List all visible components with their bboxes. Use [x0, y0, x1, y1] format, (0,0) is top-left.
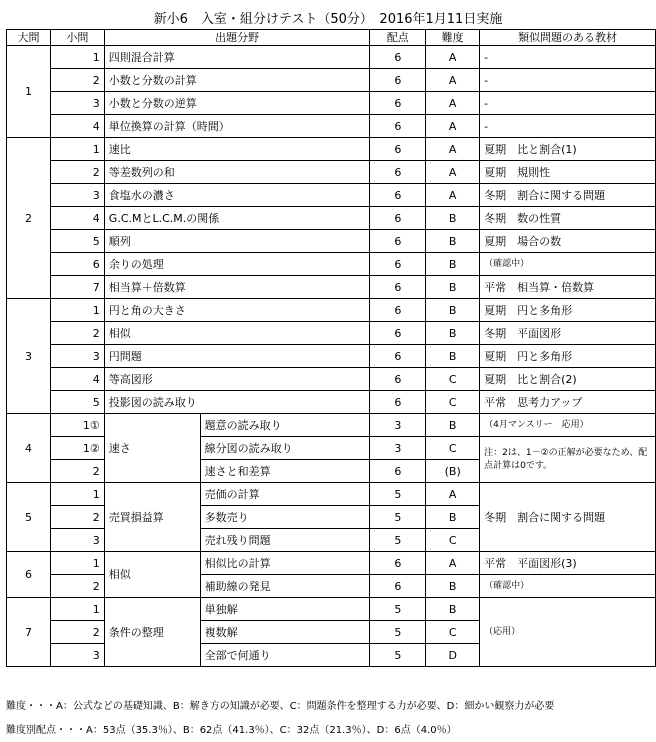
field-cell: 等差数列の和 [104, 161, 370, 184]
materials-cell: 夏期 規則性 [480, 161, 656, 184]
header-shomon: 小問 [50, 30, 104, 46]
points-cell: 3 [370, 437, 426, 460]
points-cell: 5 [370, 483, 426, 506]
points-cell: 6 [370, 138, 426, 161]
difficulty-cell: C [426, 391, 480, 414]
header-difficulty: 難度 [426, 30, 480, 46]
field-cell: 補助線の発見 [200, 575, 370, 598]
materials-cell: 夏期 円と多角形 [480, 299, 656, 322]
points-cell: 6 [370, 184, 426, 207]
field-cell: 円問題 [104, 345, 370, 368]
field-cell: 食塩水の濃さ [104, 184, 370, 207]
table-row [7, 345, 656, 368]
materials-cell: （確認中） [480, 253, 656, 276]
difficulty-cell: B [426, 299, 480, 322]
field-cell: 順列 [104, 230, 370, 253]
field-cell: 余りの処理 [104, 253, 370, 276]
shomon-cell: 7 [50, 276, 104, 299]
shomon-cell: 3 [50, 345, 104, 368]
shomon-cell: 1 [50, 138, 104, 161]
header-daimon: 大問 [7, 30, 51, 46]
difficulty-cell: D [426, 644, 480, 667]
header-materials: 類似問題のある教材 [480, 30, 656, 46]
materials-cell: 夏期 場合の数 [480, 230, 656, 253]
points-cell: 6 [370, 207, 426, 230]
points-cell: 6 [370, 276, 426, 299]
shomon-cell: 3 [50, 529, 104, 552]
materials-cell: - [480, 115, 656, 138]
field-cell: 線分図の読み取り [200, 437, 370, 460]
table-row [7, 138, 656, 161]
difficulty-cell: A [426, 552, 480, 575]
daimon-cell: 4 [7, 414, 51, 483]
points-cell: 6 [370, 161, 426, 184]
table-row [7, 552, 656, 575]
difficulty-cell: (B) [426, 460, 480, 483]
shomon-cell: 6 [50, 253, 104, 276]
daimon-cell: 6 [7, 552, 51, 598]
materials-cell: 冬期 平面図形 [480, 322, 656, 345]
materials-cell: 冬期 割合に関する問題 [480, 184, 656, 207]
exam-table [6, 29, 656, 667]
points-cell: 6 [370, 322, 426, 345]
field-cell: 相似比の計算 [200, 552, 370, 575]
topic-cell: 速さ [104, 414, 200, 483]
shomon-cell: 1② [50, 437, 104, 460]
field-cell: 速比 [104, 138, 370, 161]
daimon-cell: 3 [7, 299, 51, 414]
table-row [7, 69, 656, 92]
points-cell: 6 [370, 299, 426, 322]
difficulty-cell: A [426, 46, 480, 69]
field-cell: G.C.MとL.C.M.の関係 [104, 207, 370, 230]
field-cell: 投影図の読み取り [104, 391, 370, 414]
materials-cell: 平常 平面図形(3) [480, 552, 656, 575]
table-row [7, 414, 656, 437]
table-row [7, 115, 656, 138]
difficulty-cell: A [426, 92, 480, 115]
table-row [7, 598, 656, 621]
shomon-cell: 4 [50, 368, 104, 391]
points-cell: 6 [370, 92, 426, 115]
shomon-cell: 2 [50, 621, 104, 644]
materials-cell: - [480, 92, 656, 115]
shomon-cell: 3 [50, 644, 104, 667]
difficulty-cell: B [426, 506, 480, 529]
points-cell: 6 [370, 575, 426, 598]
difficulty-cell: A [426, 69, 480, 92]
shomon-cell: 2 [50, 161, 104, 184]
materials-cell: 冬期 数の性質 [480, 207, 656, 230]
points-cell: 6 [370, 391, 426, 414]
table-row [7, 575, 656, 598]
table-row [7, 161, 656, 184]
field-cell: 円と角の大きさ [104, 299, 370, 322]
header-field: 出題分野 [104, 30, 370, 46]
table-row [7, 253, 656, 276]
difficulty-cell: A [426, 138, 480, 161]
field-cell: 売価の計算 [200, 483, 370, 506]
materials-cell: （応用） [480, 598, 656, 667]
materials-cell: - [480, 69, 656, 92]
field-cell: 全部で何通り [200, 644, 370, 667]
field-cell: 等高図形 [104, 368, 370, 391]
materials-cell: 夏期 円と多角形 [480, 345, 656, 368]
difficulty-cell: B [426, 276, 480, 299]
daimon-cell: 7 [7, 598, 51, 667]
shomon-cell: 3 [50, 184, 104, 207]
field-cell: 多数売り [200, 506, 370, 529]
difficulty-cell: C [426, 621, 480, 644]
difficulty-cell: C [426, 529, 480, 552]
difficulty-cell: C [426, 437, 480, 460]
field-cell: 単位換算の計算（時間） [104, 115, 370, 138]
points-cell: 5 [370, 644, 426, 667]
shomon-cell: 2 [50, 506, 104, 529]
page-title: 新小6 入室・組分けテスト（50分） 2016年1月11日実施 [153, 12, 503, 27]
header-points: 配点 [370, 30, 426, 46]
shomon-cell: 2 [50, 69, 104, 92]
difficulty-cell: B [426, 230, 480, 253]
shomon-cell: 3 [50, 92, 104, 115]
difficulty-cell: B [426, 598, 480, 621]
points-cell: 6 [370, 460, 426, 483]
table-row [7, 299, 656, 322]
points-cell: 6 [370, 345, 426, 368]
shomon-cell: 1 [50, 299, 104, 322]
daimon-cell: 5 [7, 483, 51, 552]
daimon-cell: 1 [7, 46, 51, 138]
difficulty-cell: B [426, 414, 480, 437]
field-cell: 相当算＋倍数算 [104, 276, 370, 299]
difficulty-cell: B [426, 345, 480, 368]
field-cell: 速さと和差算 [200, 460, 370, 483]
materials-cell: 夏期 比と割合(1) [480, 138, 656, 161]
field-cell: 題意の読み取り [200, 414, 370, 437]
points-cell: 6 [370, 46, 426, 69]
topic-cell: 条件の整理 [104, 598, 200, 667]
table-row [7, 92, 656, 115]
materials-cell: 平常 思考力アップ [480, 391, 656, 414]
materials-cell: 平常 相当算・倍数算 [480, 276, 656, 299]
materials-cell: 冬期 割合に関する問題 [480, 483, 656, 552]
shomon-cell: 1 [50, 46, 104, 69]
daimon-cell: 2 [7, 138, 51, 299]
field-cell: 四則混合計算 [104, 46, 370, 69]
difficulty-cell: A [426, 184, 480, 207]
field-cell: 相似 [104, 322, 370, 345]
difficulty-cell: B [426, 575, 480, 598]
shomon-cell: 5 [50, 391, 104, 414]
field-cell: 複数解 [200, 621, 370, 644]
topic-cell: 相似 [104, 552, 200, 598]
shomon-cell: 4 [50, 115, 104, 138]
difficulty-cell: A [426, 115, 480, 138]
materials-cell: （4月マンスリー 応用） [480, 414, 656, 437]
points-cell: 3 [370, 414, 426, 437]
shomon-cell: 5 [50, 230, 104, 253]
difficulty-cell: B [426, 322, 480, 345]
points-cell: 5 [370, 598, 426, 621]
difficulty-cell: C [426, 368, 480, 391]
points-cell: 5 [370, 621, 426, 644]
shomon-cell: 1 [50, 552, 104, 575]
materials-cell: 夏期 比と割合(2) [480, 368, 656, 391]
points-cell: 6 [370, 368, 426, 391]
points-cell: 6 [370, 253, 426, 276]
points-cell: 5 [370, 529, 426, 552]
table-row [7, 483, 656, 506]
shomon-cell: 2 [50, 322, 104, 345]
table-row [7, 368, 656, 391]
field-cell: 小数と分数の計算 [104, 69, 370, 92]
difficulty-cell: B [426, 253, 480, 276]
shomon-cell: 2 [50, 460, 104, 483]
shomon-cell: 1 [50, 483, 104, 506]
table-row [7, 276, 656, 299]
materials-note-cell: 注：2は、1－②の正解が必要なため、配点計算は0です。 [480, 437, 656, 483]
points-cell: 6 [370, 552, 426, 575]
shomon-cell: 2 [50, 575, 104, 598]
materials-cell: （確認中） [480, 575, 656, 598]
points-cell: 6 [370, 230, 426, 253]
shomon-cell: 1① [50, 414, 104, 437]
difficulty-legend: 難度・・・A：公式などの基礎知識、B：解き方の知識が必要、C：問題条件を整理する力が必要、D：細かい観察力が必要 [6, 701, 555, 712]
points-cell: 6 [370, 115, 426, 138]
field-cell: 単独解 [200, 598, 370, 621]
shomon-cell: 1 [50, 598, 104, 621]
table-row [7, 230, 656, 253]
field-cell: 小数と分数の逆算 [104, 92, 370, 115]
points-by-difficulty: 難度別配点・・・A：53点（35.3％）、B：62点（41.3％）、C：32点（21.3％）、D：6点（4.0％） [6, 725, 457, 736]
field-cell: 売れ残り問題 [200, 529, 370, 552]
header-row [7, 30, 656, 46]
table-row [7, 437, 656, 460]
difficulty-cell: B [426, 207, 480, 230]
topic-cell: 売買損益算 [104, 483, 200, 552]
difficulty-cell: A [426, 161, 480, 184]
table-row [7, 391, 656, 414]
shomon-cell: 4 [50, 207, 104, 230]
materials-cell: - [480, 46, 656, 69]
table-row [7, 207, 656, 230]
table-row [7, 322, 656, 345]
points-cell: 6 [370, 69, 426, 92]
difficulty-cell: A [426, 483, 480, 506]
table-row [7, 46, 656, 69]
table-row [7, 184, 656, 207]
points-cell: 5 [370, 506, 426, 529]
